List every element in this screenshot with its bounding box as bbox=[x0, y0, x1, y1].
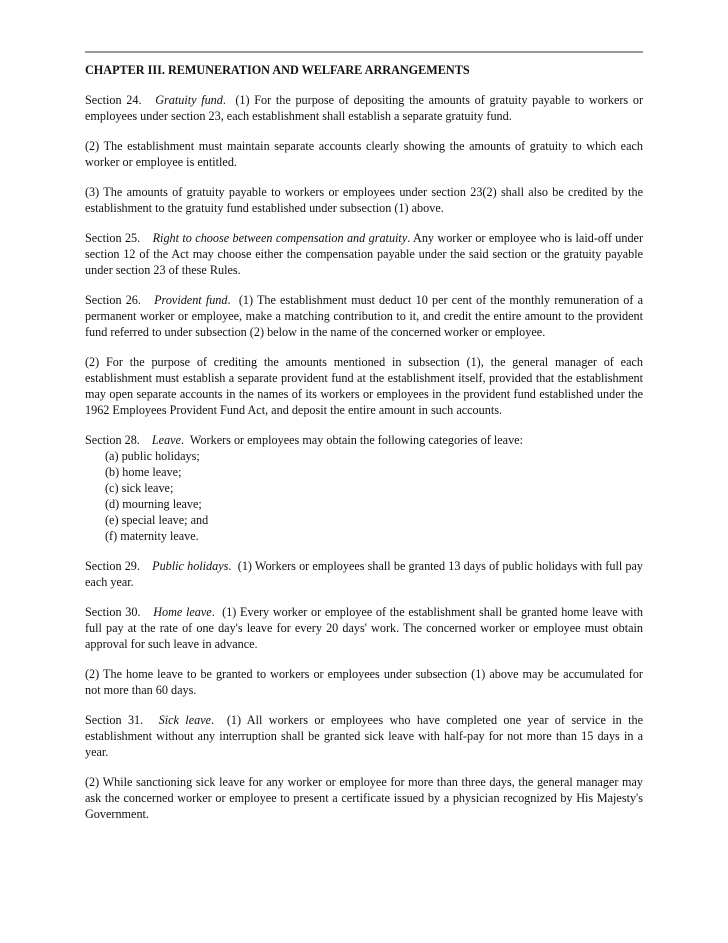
list-item: (b) home leave; bbox=[105, 465, 182, 479]
section-29-text-1: (1) Workers or employees shall be granted 13 days of public holidays with full pay each year. bbox=[85, 559, 643, 589]
list-item: (d) mourning leave; bbox=[105, 497, 202, 511]
section-28-paragraph-1: Section 28. Leave. Workers or employees may obtain the following categories of leave: bbox=[85, 433, 523, 447]
section-31-paragraph-1: Section 31. Sick leave. (1) All workers or employees who have completed one year of service in the establishment without any interruption shall be granted sick leave with half-pay for not more than 15 days in a year. bbox=[85, 713, 644, 759]
section-31-text-1: (1) All workers or employees who have completed one year of service in the establishment without any interruption shall be granted sick leave with half-pay for not more than 15 days in a year. bbox=[85, 713, 644, 759]
list-item: (f) maternity leave. bbox=[105, 529, 199, 543]
section-25-text-1: Any worker or employee who is laid-off under section 12 of the Act may choose either the compensation payable under the said section or the gratuity payable under section 23 of these Rules. bbox=[85, 231, 644, 277]
section-28-number: Section 28. bbox=[85, 433, 140, 447]
section-28-title: Leave bbox=[151, 433, 181, 447]
section-24-paragraph-2: (2) The establishment must maintain separate accounts clearly showing the amounts of gratuity to which each worker or employee is entitled. bbox=[85, 139, 643, 169]
section-24-number: Section 24. bbox=[85, 93, 142, 107]
section-31-number: Section 31. bbox=[85, 713, 144, 727]
section-30-text-1: (1) Every worker or employee of the establishment shall be granted home leave with full pay at the rate of one day's leave for every 20 days' work. The concerned worker or employee must obtain approval for such leave in advance. bbox=[85, 605, 644, 651]
section-26-title: Provident fund bbox=[154, 293, 228, 307]
document-page bbox=[85, 51, 643, 836]
section-30-number: Section 30. bbox=[85, 605, 141, 619]
section-29-title: Public holidays bbox=[152, 559, 229, 573]
section-26-paragraph-2: (2) For the purpose of crediting the amounts mentioned in subsection (1), the general manager of each establishment must establish a separate provident fund at the establishment itself, provided that the establishment may open separate accounts in the names of its workers or employees in the provident fund established under the 1962 Employees Provident Fund Act, and deposit the entire amount in such accounts. bbox=[85, 355, 643, 417]
top-rule bbox=[85, 51, 643, 53]
section-25-number: Section 25. bbox=[85, 231, 141, 245]
section-30-paragraph-1: Section 30. Home leave. (1) Every worker or employee of the establishment shall be granted home leave with full pay at the rate of one day's leave for every 20 days' work. The concerned worker or employee must obtain approval for such leave in advance. bbox=[85, 605, 644, 651]
section-26-text-1: (1) The establishment must deduct 10 per cent of the monthly remuneration of a permanent worker or employee, make a matching contribution to it, and credit the entire amount to the provident fund referred to under subsection (2) below in the name of the concerned worker or employee. bbox=[85, 293, 644, 339]
section-31-paragraph-2: (2) While sanctioning sick leave for any worker or employee for more than three days, the general manager may ask the concerned worker or employee to present a certificate issued by a physician recognized by His Majesty's Government. bbox=[85, 775, 643, 821]
section-29-number: Section 29. bbox=[85, 559, 140, 573]
section-25-title: Right to choose between compensation and gratuity bbox=[152, 231, 408, 245]
section-28-intro: Workers or employees may obtain the following categories of leave: bbox=[189, 433, 523, 447]
section-26-paragraph-1: Section 26. Provident fund. (1) The establishment must deduct 10 per cent of the monthly remuneration of a permanent worker or employee, make a matching contribution to it, and credit the entire amount to the provident fund referred to under subsection (2) below in the name of the concerned worker or employee. bbox=[85, 293, 644, 339]
section-24-text-1: (1) For the purpose of depositing the amounts of gratuity payable to workers or employees under section 23, each establishment shall establish a separate gratuity fund. bbox=[85, 93, 644, 123]
section-26-number: Section 26. bbox=[85, 293, 141, 307]
section-24-paragraph-1: Section 24. Gratuity fund. (1) For the purpose of depositing the amounts of gratuity payable to workers or employees under section 23, each establishment shall establish a separate gratuity fund. bbox=[85, 93, 644, 123]
list-item: (e) special leave; and bbox=[105, 513, 209, 527]
chapter-heading: CHAPTER III. REMUNERATION AND WELFARE ARRANGEMENTS bbox=[85, 63, 470, 77]
list-item: (c) sick leave; bbox=[105, 481, 174, 495]
section-24-paragraph-3: (3) The amounts of gratuity payable to workers or employees under section 23(2) shall also be credited by the establishment to the gratuity fund established under subsection (1) above. bbox=[85, 185, 643, 215]
leave-category-list bbox=[105, 448, 643, 544]
section-31-title: Sick leave bbox=[158, 713, 212, 727]
section-30-paragraph-2: (2) The home leave to be granted to workers or employees under subsection (1) above may be accumulated for not more than 60 days. bbox=[85, 667, 643, 697]
section-30-title: Home leave bbox=[153, 605, 212, 619]
list-item: (a) public holidays; bbox=[105, 449, 200, 463]
section-25-paragraph-1: Section 25. Right to choose between compensation and gratuity. Any worker or employee who is laid-off under section 12 of the Act may choose either the compensation payable under the said section or the gratuity payable under section 23 of these Rules. bbox=[85, 231, 644, 277]
section-24-title: Gratuity fund bbox=[155, 93, 223, 107]
section-29-paragraph-1: Section 29. Public holidays. (1) Workers or employees shall be granted 13 days of public holidays with full pay each year. bbox=[85, 559, 643, 589]
